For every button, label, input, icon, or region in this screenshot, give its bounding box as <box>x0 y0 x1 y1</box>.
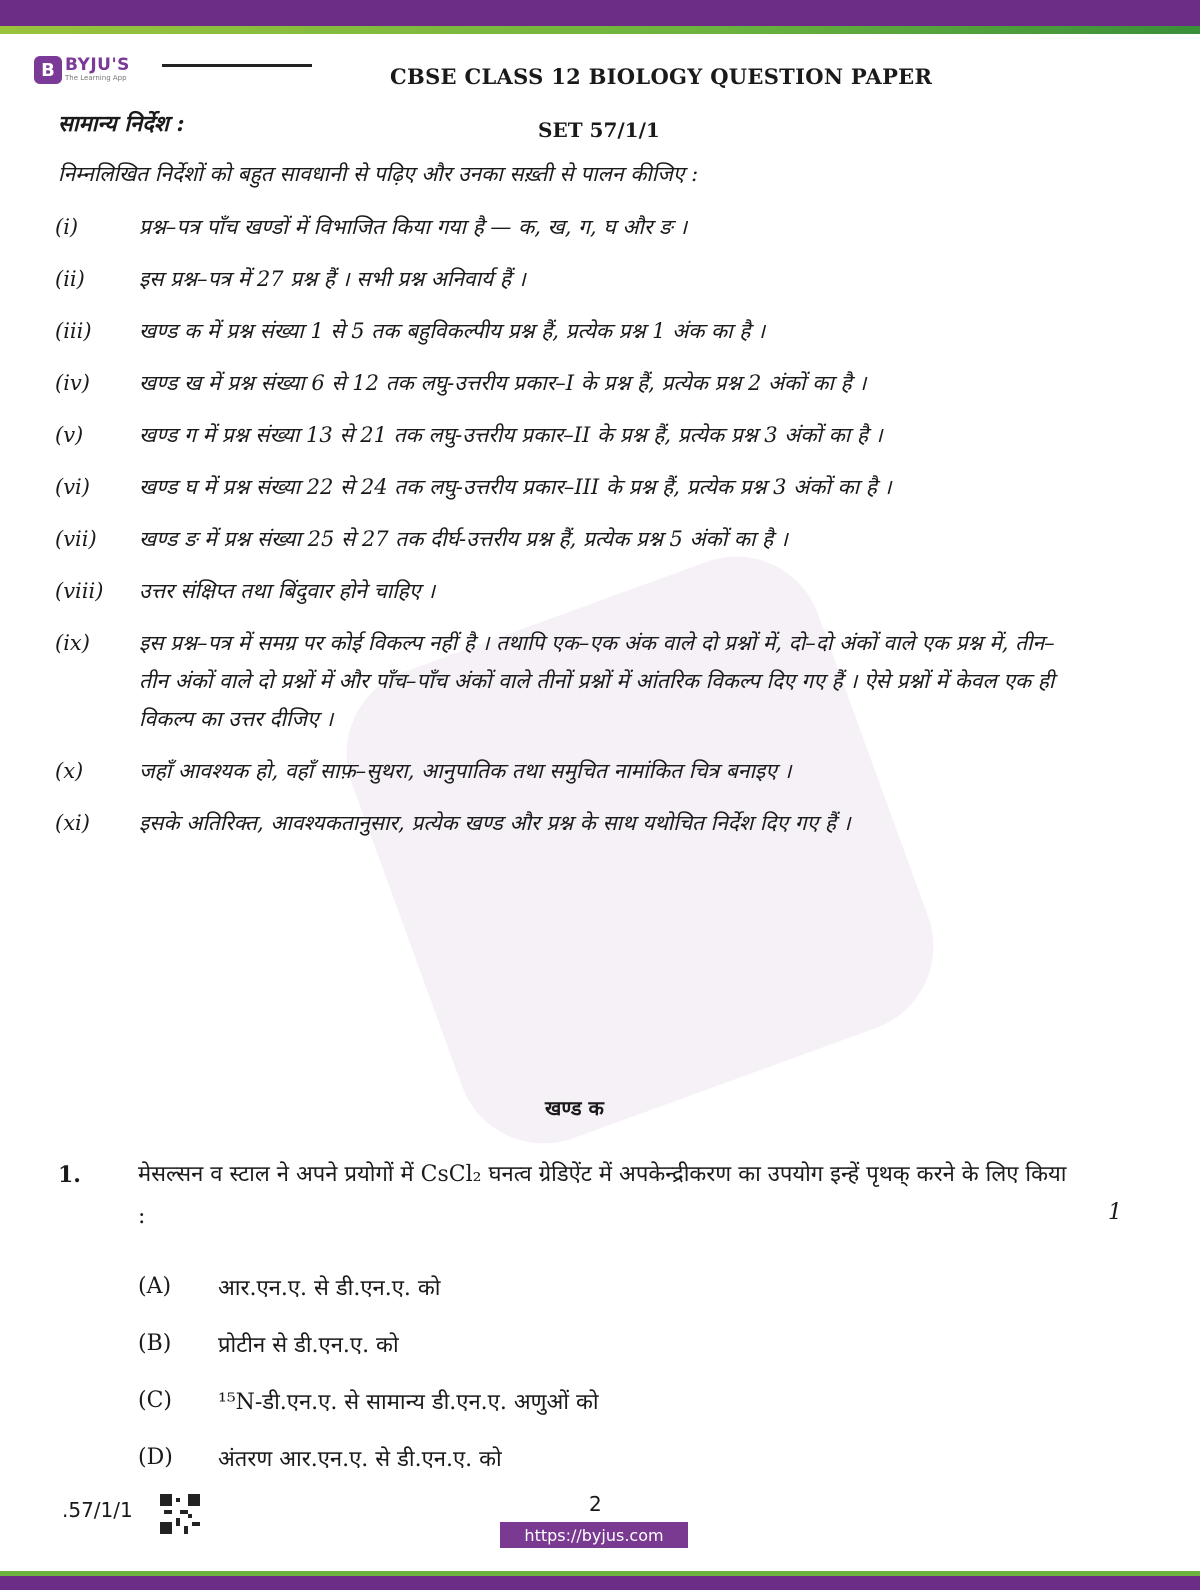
page-title: CBSE CLASS 12 BIOLOGY QUESTION PAPER <box>390 64 933 89</box>
instruction-text: इस प्रश्न–पत्र में 27 प्रश्न हैं । सभी प्रश्न अनिवार्य हैं । <box>139 267 526 291</box>
instruction-item <box>55 208 1075 246</box>
instruction-item <box>55 520 1075 558</box>
instructions-list <box>55 208 1075 856</box>
question-marks: 1 <box>1108 1200 1122 1225</box>
option-text: अंतरण आर.एन.ए. से डी.एन.ए. को <box>218 1446 502 1472</box>
question-number: 1. <box>58 1162 81 1188</box>
instruction-text: खण्ड घ में प्रश्न संख्या 22 से 24 तक लघु-उत्तरीय प्रकार–III के प्रश्न हैं, प्रत्येक प्रश्न 3 अंकों का है । <box>139 475 892 499</box>
option-label: (A) <box>138 1274 172 1299</box>
instruction-item <box>55 804 1075 842</box>
set-number: SET 57/1/1 <box>538 118 660 142</box>
instruction-text: उत्तर संक्षिप्त तथा बिंदुवार होने चाहिए । <box>139 579 436 603</box>
section-title: खण्ड क <box>545 1096 604 1120</box>
instruction-item <box>55 416 1075 454</box>
instruction-number: (vii) <box>55 527 97 551</box>
header-rule <box>162 64 312 67</box>
question-text: मेसल्सन व स्टाल ने अपने प्रयोगों में CsCl₂ घनत्व ग्रेडिऐंट में अपकेन्द्रीकरण का उपयोग इन्हें पृथक् करने के लिए किया : <box>138 1162 1067 1229</box>
instruction-text: खण्ड ङ में प्रश्न संख्या 25 से 27 तक दीर्घ-उत्तरीय प्रश्न हैं, प्रत्येक प्रश्न 5 अंकों का है । <box>139 527 788 551</box>
general-instructions-heading: सामान्य निर्देश : <box>58 111 185 137</box>
instruction-number: (vi) <box>55 475 90 499</box>
instruction-number: (v) <box>55 423 84 447</box>
option-b <box>138 1315 599 1372</box>
paper-code: .57/1/1 <box>62 1498 133 1522</box>
page-number: 2 <box>589 1492 602 1516</box>
instructions-intro: निम्नलिखित निर्देशों को बहुत सावधानी से पढ़िए और उनका सख़्ती से पालन कीजिए : <box>58 162 699 186</box>
instruction-item <box>55 572 1075 610</box>
option-text: ¹⁵N-डी.एन.ए. से सामान्य डी.एन.ए. अणुओं को <box>218 1389 599 1415</box>
option-label: (B) <box>138 1331 172 1356</box>
instruction-item <box>55 260 1075 298</box>
instruction-item <box>55 468 1075 506</box>
instruction-number: (x) <box>55 759 84 783</box>
footer-url-link[interactable]: https://byjus.com <box>500 1522 688 1548</box>
instruction-number: (ix) <box>55 631 90 655</box>
instruction-text: खण्ड ख में प्रश्न संख्या 6 से 12 तक लघु-उत्तरीय प्रकार–I के प्रश्न हैं, प्रत्येक प्रश्न 2 अंकों का है । <box>139 371 867 395</box>
instruction-text: प्रश्न–पत्र पाँच खण्डों में विभाजित किया गया है — क, ख, ग, घ और ङ । <box>139 215 688 239</box>
instruction-number: (xi) <box>55 811 90 835</box>
instruction-text: खण्ड क में प्रश्न संख्या 1 से 5 तक बहुविकल्पीय प्रश्न हैं, प्रत्येक प्रश्न 1 अंक का है । <box>139 319 766 343</box>
instruction-text: इस प्रश्न–पत्र में समग्र पर कोई विकल्प नहीं है । तथापि एक–एक अंक वाले दो प्रश्नों में, दो–दो अंकों वाले एक प्रश्न में, तीन–तीन अंकों वाले दो प्रश्नों में और पाँच–पाँच अंकों वाले तीनों प्रश्नों में आंतरिक विकल्प दिए गए हैं । ऐसे प्रश्नों में केवल एक ही विकल्प का उत्तर दीजिए । <box>139 631 1055 731</box>
qr-code-icon <box>160 1494 200 1534</box>
logo-mark-icon: B <box>34 56 62 84</box>
option-label: (C) <box>138 1388 172 1413</box>
top-brand-bar <box>0 0 1200 26</box>
instruction-item <box>55 364 1075 402</box>
instruction-number: (iii) <box>55 319 92 343</box>
byjus-logo <box>34 56 130 84</box>
option-text: आर.एन.ए. से डी.एन.ए. को <box>218 1275 441 1301</box>
option-c <box>138 1372 599 1429</box>
bottom-brand-bar <box>0 1576 1200 1590</box>
top-accent-bar <box>0 26 1200 34</box>
instruction-text: जहाँ आवश्यक हो, वहाँ साफ़–सुथरा, आनुपातिक तथा समुचित नामांकित चित्र बनाइए । <box>139 759 792 783</box>
instruction-number: (iv) <box>55 371 90 395</box>
logo-name: BYJU'S <box>65 55 130 75</box>
answer-options <box>138 1258 599 1486</box>
instruction-item <box>55 312 1075 350</box>
option-a <box>138 1258 599 1315</box>
instruction-text: खण्ड ग में प्रश्न संख्या 13 से 21 तक लघु-उत्तरीय प्रकार–II के प्रश्न हैं, प्रत्येक प्रश्न 3 अंकों का है । <box>139 423 883 447</box>
instruction-number: (i) <box>55 215 79 239</box>
option-text: प्रोटीन से डी.एन.ए. को <box>218 1332 399 1358</box>
instruction-item <box>55 624 1075 738</box>
instruction-number: (ii) <box>55 267 85 291</box>
logo-tagline: The Learning App <box>65 74 127 82</box>
instruction-number: (viii) <box>55 579 104 603</box>
instruction-text: इसके अतिरिक्त, आवश्यकतानुसार, प्रत्येक खण्ड और प्रश्न के साथ यथोचित निर्देश दिए गए हैं । <box>139 811 851 835</box>
option-d <box>138 1429 599 1486</box>
instruction-item <box>55 752 1075 790</box>
option-label: (D) <box>138 1445 173 1470</box>
